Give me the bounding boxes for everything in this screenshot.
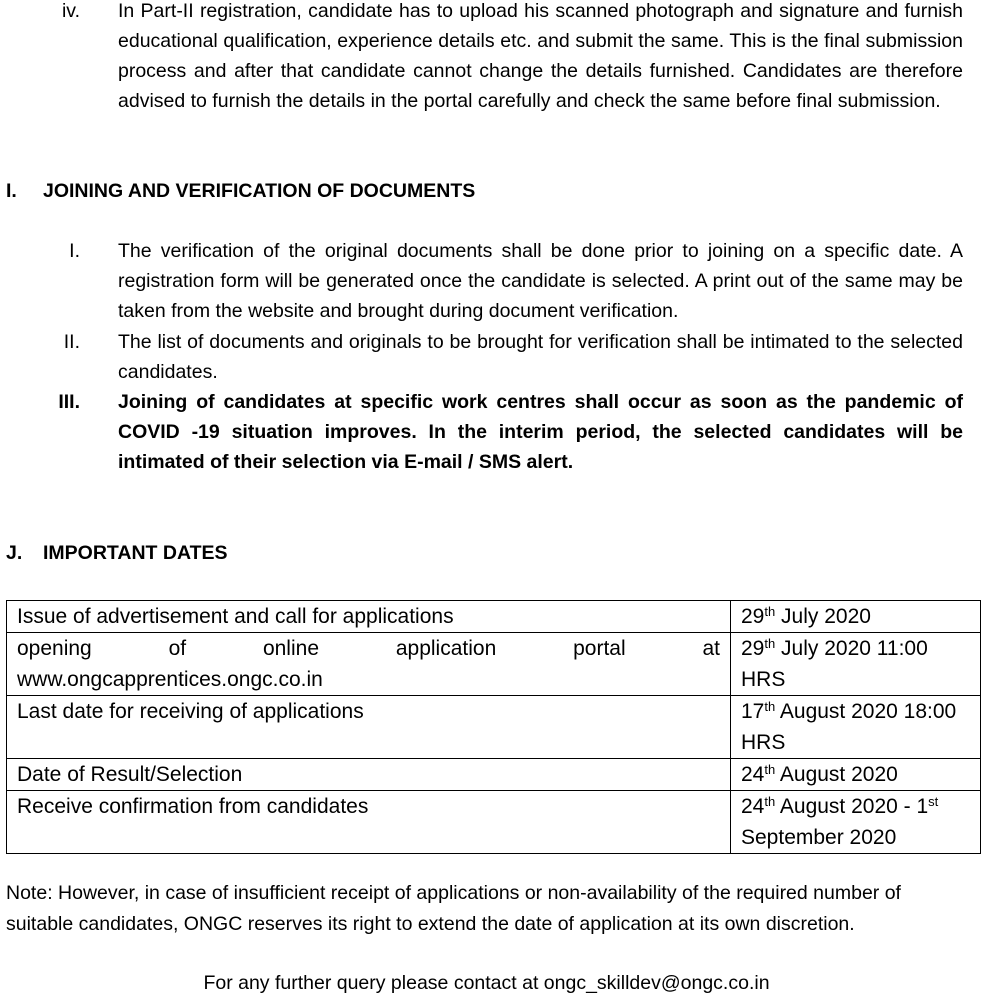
portal-url: www.ongcapprentices.ongc.co.in bbox=[17, 668, 323, 691]
event-cell: Date of Result/Selection bbox=[7, 759, 731, 791]
event-line-1: opening of online application portal at bbox=[17, 637, 720, 660]
table-row bbox=[7, 696, 981, 759]
section-i-item-3-number: III. bbox=[58, 391, 80, 413]
table-row bbox=[7, 759, 981, 791]
item-iv-text: In Part-II registration, candidate has to upload his scanned photograph and signature and furnish educational qualification, experience details etc. and submit the same. This is the final submission process and after that candidate cannot change the details furnished. Candidates are therefore advised to furnish the details in the portal carefully and check the same before final submission. bbox=[118, 0, 963, 112]
date-cell: 24th August 2020 bbox=[731, 759, 981, 791]
table-row bbox=[7, 601, 981, 633]
section-i-letter: I. bbox=[6, 180, 17, 202]
event-cell: Last date for receiving of applications bbox=[7, 696, 731, 759]
item-iv-number: iv. bbox=[61, 0, 80, 22]
section-i-item-2-text: The list of documents and originals to be brought for verification shall be intimated to the selected candidates. bbox=[118, 331, 963, 383]
date-cell: 29th July 2020 bbox=[731, 601, 981, 633]
section-i-item-1-number: I. bbox=[69, 240, 80, 262]
contact-line: For any further query please contact at ongc_skilldev@ongc.co.in bbox=[203, 972, 770, 994]
section-j-title: IMPORTANT DATES bbox=[43, 542, 228, 564]
table-row bbox=[7, 791, 981, 854]
section-i-title: JOINING AND VERIFICATION OF DOCUMENTS bbox=[43, 180, 476, 202]
section-i-item-2-number: II. bbox=[63, 331, 80, 353]
date-cell: 17th August 2020 18:00 HRS bbox=[731, 696, 981, 759]
date-cell: 24th August 2020 - 1st September 2020 bbox=[731, 791, 981, 854]
event-cell: Receive confirmation from candidates bbox=[7, 791, 731, 854]
event-cell bbox=[7, 633, 731, 696]
date-cell: 29th July 2020 11:00 HRS bbox=[731, 633, 981, 696]
section-i-item-1-text: The verification of the original documents shall be done prior to joining on a specific date. A registration form will be generated once the candidate is selected. A print out of the same may be taken from the website and brought during document verification. bbox=[118, 240, 963, 322]
note-text: Note: However, in case of insufficient receipt of applications or non-availability of the required number of suitable candidates, ONGC reserves its right to extend the date of application at its own discretion. bbox=[6, 882, 901, 935]
section-j-letter: J. bbox=[6, 542, 23, 564]
table-row bbox=[7, 633, 981, 696]
section-i-item-3-text: Joining of candidates at specific work centres shall occur as soon as the pandemic of COVID -19 situation improves. In the interim period, the selected candidates will be intimated of their selection via E-mail / SMS alert. bbox=[118, 391, 963, 473]
event-cell: Issue of advertisement and call for applications bbox=[7, 601, 731, 633]
important-dates-table bbox=[6, 600, 981, 854]
